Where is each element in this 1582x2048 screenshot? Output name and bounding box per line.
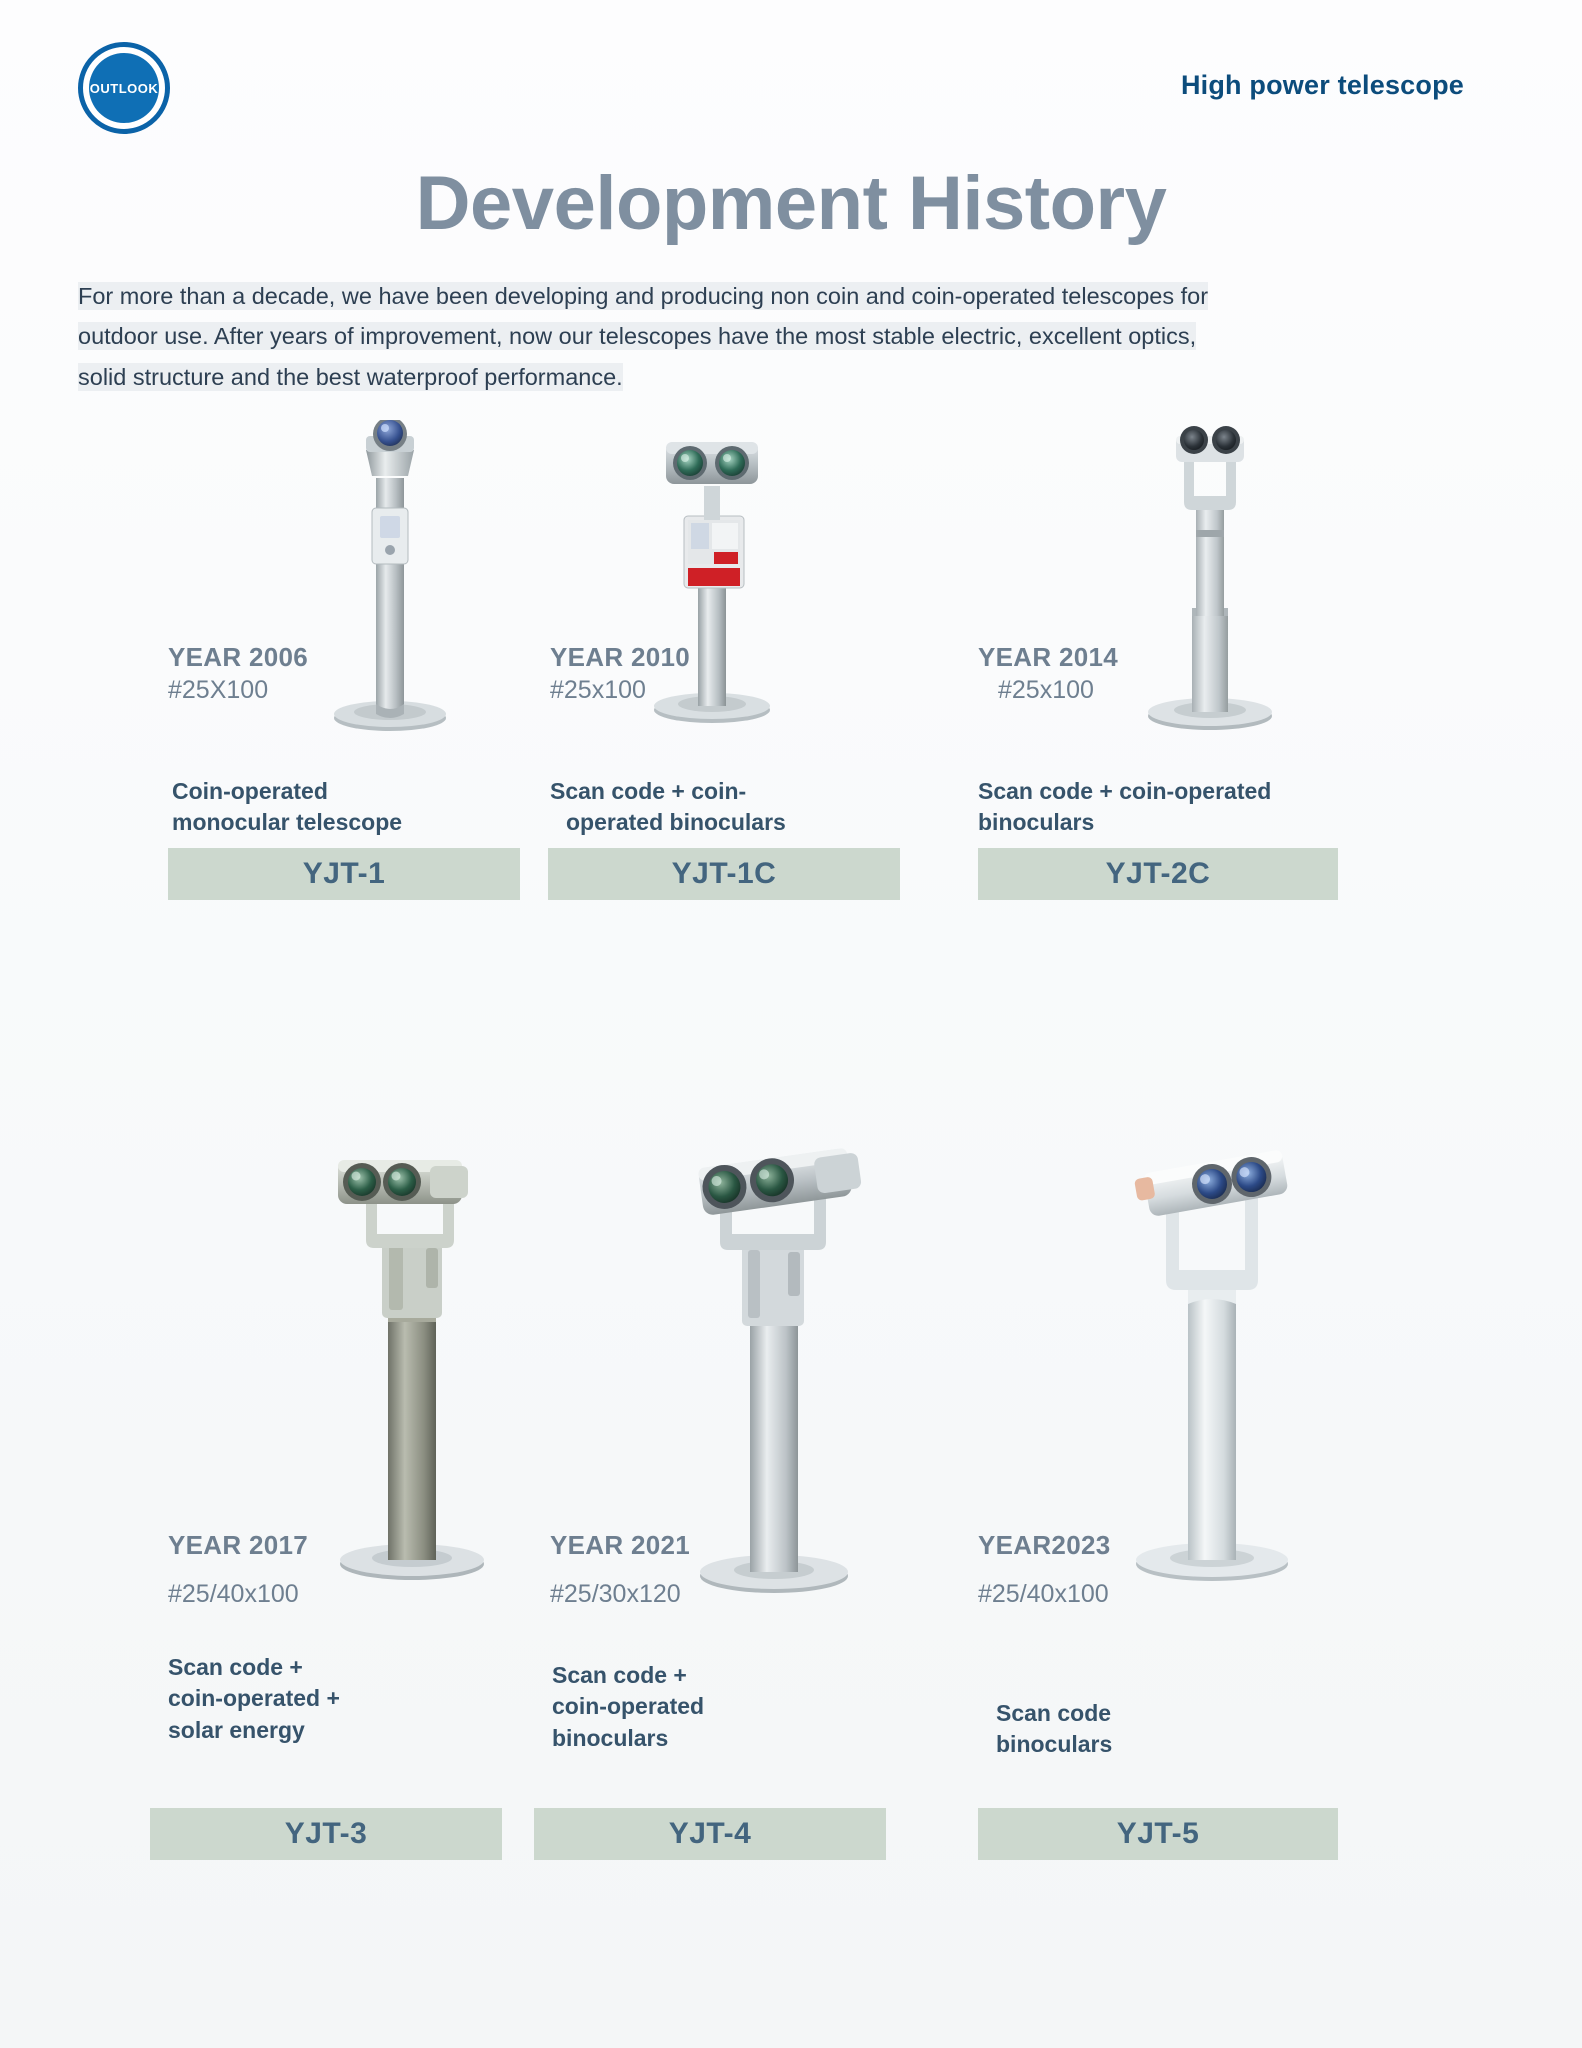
product-code: YJT-1C (671, 857, 777, 890)
product-description (168, 1652, 498, 1746)
product-code-badge (978, 848, 1338, 900)
product-description-line-2: operated binoculars (566, 809, 786, 836)
product-description-line-1: Scan code + (552, 1662, 687, 1688)
product-code-badge (168, 848, 520, 900)
intro-line-3: solid structure and the best waterproof performance. (78, 363, 623, 390)
product-card-yjt-3 (168, 1140, 592, 1900)
product-description (552, 1660, 882, 1754)
telescope-binocular-white-pole-image (1000, 1140, 1402, 1900)
product-code: YJT-4 (668, 1817, 752, 1850)
product-code: YJT-3 (284, 1817, 368, 1850)
product-description-line-1: Scan code + coin-operated (978, 778, 1272, 804)
product-code-badge (150, 1808, 502, 1860)
product-description-line-2: binoculars (978, 809, 1095, 836)
product-description (172, 776, 502, 839)
product-row-1 (0, 420, 1582, 1140)
product-description-line-3: binoculars (552, 1724, 669, 1751)
intro-line-1: For more than a decade, we have been developing and producing non coin and coin-operated telescopes for (78, 283, 1209, 309)
intro-paragraph (78, 276, 1498, 397)
product-description (996, 1698, 1326, 1761)
product-code-badge (548, 848, 900, 900)
product-year: YEAR 2006 (168, 642, 308, 672)
product-card-yjt-1 (168, 420, 592, 1140)
brand-logo-circle (89, 53, 159, 123)
product-description-line-2: monocular telescope (172, 809, 403, 836)
product-code: YJT-2C (1105, 857, 1211, 890)
telescope-binocular-olive-pole-image (190, 1140, 592, 1900)
product-card-yjt-1c (550, 420, 994, 1140)
product-row-2 (0, 1140, 1582, 1900)
product-card-yjt-2c (978, 420, 1402, 1140)
brand-logo (78, 42, 170, 134)
page-title: Development History (415, 161, 1167, 246)
product-code-badge (534, 1808, 886, 1860)
page-kicker: High power telescope (1180, 70, 1464, 100)
product-model: #25/30x120 (550, 1580, 681, 1608)
product-description-line-2: coin-operated (552, 1693, 705, 1720)
product-description (978, 776, 1378, 839)
intro-line-2: outdoor use. After years of improvement, now our telescopes have the most stable electric, excellent optics, (78, 323, 1197, 350)
product-year: YEAR 2021 (550, 1530, 690, 1560)
product-year: YEAR2023 (978, 1530, 1111, 1560)
brand-logo-text: OUTLOOK (89, 80, 159, 96)
product-code: YJT-5 (1116, 1817, 1200, 1850)
product-description-line-2: coin-operated + (168, 1685, 340, 1712)
product-description-line-3: solar energy (168, 1716, 305, 1743)
product-code-badge (978, 1808, 1338, 1860)
product-code: YJT-1 (302, 857, 386, 890)
product-description-line-2: binoculars (996, 1731, 1113, 1758)
product-grid (0, 420, 1582, 1900)
product-card-yjt-4 (550, 1140, 994, 1900)
product-model: #25x100 (550, 676, 646, 704)
product-description-line-1: Scan code + (168, 1654, 303, 1680)
product-model: #25X100 (168, 676, 269, 704)
product-year: YEAR 2014 (978, 642, 1118, 672)
product-model: #25x100 (998, 676, 1094, 704)
product-year: YEAR 2017 (168, 1530, 308, 1560)
product-description (550, 776, 880, 839)
product-model: #25/40x100 (978, 1580, 1109, 1608)
product-model: #25/40x100 (168, 1580, 299, 1608)
product-year: YEAR 2010 (550, 642, 690, 672)
product-card-yjt-5 (978, 1140, 1402, 1900)
product-description-line-1: Coin-operated (172, 778, 328, 804)
telescope-binocular-large-silver-image (592, 1140, 994, 1900)
product-description-line-1: Scan code (996, 1700, 1112, 1726)
product-description-line-1: Scan code + coin- (550, 778, 747, 804)
